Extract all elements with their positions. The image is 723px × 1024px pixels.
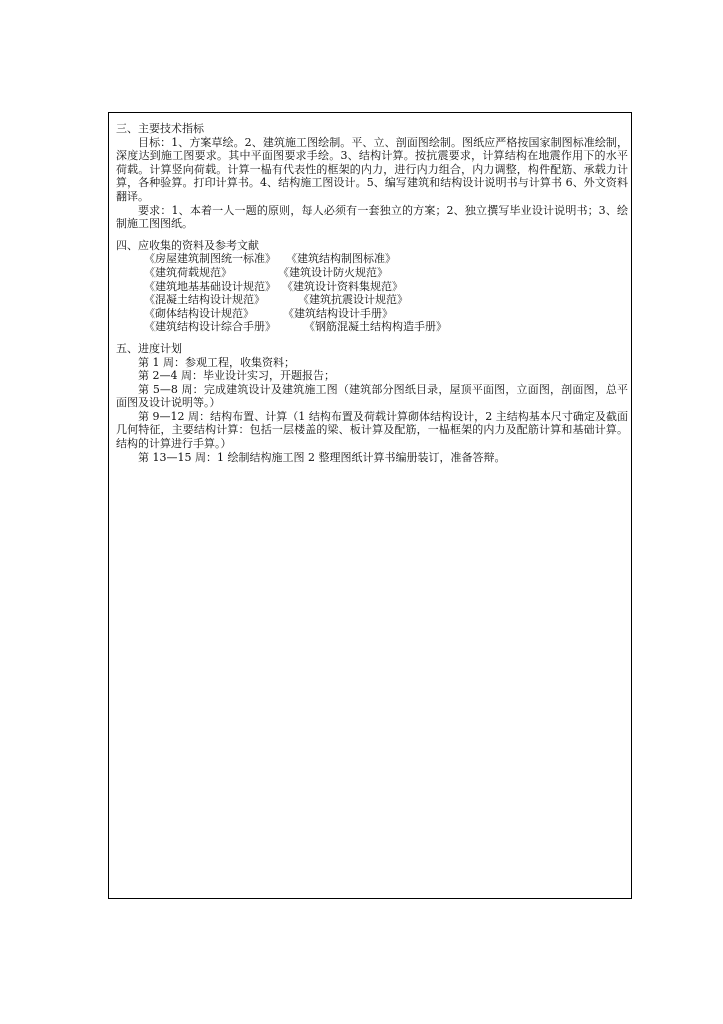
reference-item: 《建筑设计防火规范》 xyxy=(278,265,388,279)
schedule-item: 第 5—8 周：完成建筑设计及建筑施工图（建筑部分图纸目录，屋顶平面图，立面图，剖面图，总平面图及设计说明等。） xyxy=(116,382,628,410)
section-3-requirement: 要求：1、本着一人一题的原则，每人必须有一套独立的方案；2、独立撰写毕业设计说明书；3、绘制施工图图纸。 xyxy=(116,203,628,231)
reference-row xyxy=(116,266,628,280)
section-3-heading: 三、主要技术指标 xyxy=(116,122,204,135)
spacer xyxy=(116,231,628,239)
schedule-item: 第 9—12 周：结构布置、计算（1 结构布置及荷载计算砌体结构设计，2 主结构基本尺寸确定及截面几何特征，主要结构计算：包括一层楼盖的梁、板计算及配筋，一榀框架的内力及配筋计算和基础计算。结构的计算进行手算。） xyxy=(116,409,628,451)
section-3-target: 目标：1、方案草绘。2、建筑施工图绘制。平、立、剖面图绘制。图纸应严格按国家制图标准绘制，深度达到施工图要求。其中平面图要求手绘。3、结构计算。按抗震要求，计算结构在地震作用下的水平荷载。计算竖向荷载。计算一榀有代表性的框架的内力，进行内力组合，内力调整，构件配筋、承载力计算，各种验算。打印计算书。4、结构施工图设计。5、编写建筑和结构设计说明书与计算书 6、外文资料翻译。 xyxy=(116,135,628,203)
reference-row xyxy=(116,293,628,307)
reference-row xyxy=(116,320,628,334)
reference-item: 《砌体结构设计规范》 xyxy=(144,306,254,320)
reference-item: 《建筑结构设计综合手册》 xyxy=(144,320,276,334)
reference-row xyxy=(116,252,628,266)
reference-item: 《钢筋混凝土结构构造手册》 xyxy=(304,320,447,334)
reference-item: 《建筑结构设计手册》 xyxy=(283,306,393,320)
reference-row xyxy=(116,307,628,321)
schedule-item: 第 1 周：参观工程，收集资料； xyxy=(138,355,295,369)
spacer xyxy=(116,334,628,342)
document-content xyxy=(116,122,628,464)
schedule-item: 第 13—15 周：1 绘制结构施工图 2 整理图纸计算书编册装订，准备答辩。 xyxy=(138,450,506,464)
reference-item: 《混凝土结构设计规范》 xyxy=(144,293,265,307)
schedule-item: 第 2—4 周：毕业设计实习，开题报告； xyxy=(138,369,335,383)
reference-item: 《房屋建筑制图统一标准》 xyxy=(144,252,276,266)
reference-item: 《建筑结构制图标准》 xyxy=(286,252,396,266)
reference-list xyxy=(116,252,628,334)
reference-item: 《建筑设计资料集规范》 xyxy=(282,279,403,293)
reference-item: 《建筑地基基础设计规范》 xyxy=(144,279,276,293)
reference-row xyxy=(116,280,628,294)
reference-item: 《建筑抗震设计规范》 xyxy=(298,293,408,307)
reference-item: 《建筑荷载规范》 xyxy=(144,265,232,279)
section-5-heading: 五、进度计划 xyxy=(116,341,182,355)
section-4-heading: 四、应收集的资料及参考文献 xyxy=(116,238,259,252)
